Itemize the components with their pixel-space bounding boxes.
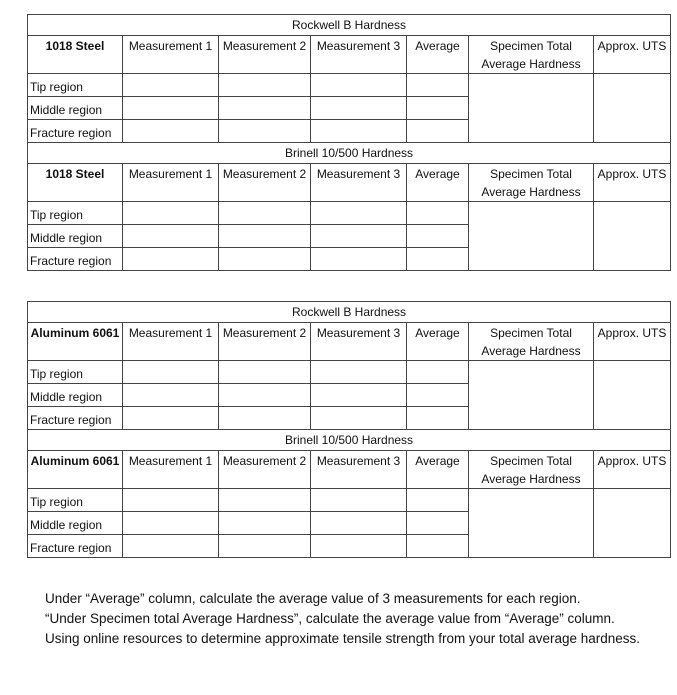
row-label-middle: Middle region [28,225,123,248]
material-label: 1018 Steel [28,164,123,202]
section-title-brinell: Brinell 10/500 Hardness [28,430,671,451]
input-cell[interactable] [407,225,469,248]
input-cell[interactable] [311,512,407,535]
instruction-average: Under “Average” column, calculate the average value of 3 measurements for each region. [45,591,581,606]
col-header-average: Average [407,323,469,361]
col-header-measurement-1: Measurement 1 [123,451,219,489]
col-header-specimen-total: Specimen Total Average Hardness [469,36,594,74]
input-cell[interactable] [219,202,311,225]
row-label-fracture: Fracture region [28,535,123,558]
section-title-brinell: Brinell 10/500 Hardness [28,143,671,164]
input-cell[interactable] [311,384,407,407]
input-cell[interactable] [311,225,407,248]
col-header-average: Average [407,36,469,74]
input-cell[interactable] [311,202,407,225]
input-cell[interactable] [311,74,407,97]
col-header-measurement-3: Measurement 3 [311,164,407,202]
material-label: 1018 Steel [28,36,123,74]
input-cell[interactable] [407,384,469,407]
input-cell[interactable] [407,120,469,143]
input-cell[interactable] [311,97,407,120]
input-cell[interactable] [219,489,311,512]
input-cell[interactable] [311,489,407,512]
col-header-uts: Approx. UTS [594,36,671,74]
col-header-specimen-total: Specimen Total Average Hardness [469,323,594,361]
input-cell-uts[interactable] [594,202,671,271]
col-header-average: Average [407,451,469,489]
instructions [45,589,645,649]
row-label-middle: Middle region [28,97,123,120]
input-cell[interactable] [123,248,219,271]
input-cell[interactable] [123,384,219,407]
input-cell[interactable] [123,74,219,97]
input-cell-uts[interactable] [594,489,671,558]
col-header-measurement-3: Measurement 3 [311,36,407,74]
input-cell[interactable] [123,535,219,558]
col-header-uts: Approx. UTS [594,323,671,361]
input-cell[interactable] [219,361,311,384]
section-title-rockwell: Rockwell B Hardness [28,15,671,36]
col-header-uts: Approx. UTS [594,164,671,202]
col-header-measurement-3: Measurement 3 [311,323,407,361]
input-cell[interactable] [219,384,311,407]
material-label: Aluminum 6061 [28,323,123,361]
row-label-fracture: Fracture region [28,248,123,271]
input-cell[interactable] [407,202,469,225]
input-cell[interactable] [407,535,469,558]
input-cell[interactable] [311,407,407,430]
input-cell[interactable] [219,407,311,430]
input-cell[interactable] [311,248,407,271]
col-header-uts: Approx. UTS [594,451,671,489]
col-header-measurement-2: Measurement 2 [219,323,311,361]
input-cell[interactable] [407,248,469,271]
input-cell-total[interactable] [469,202,594,271]
row-label-tip: Tip region [28,74,123,97]
row-label-middle: Middle region [28,384,123,407]
aluminum-hardness-table [27,301,671,558]
input-cell-uts[interactable] [594,74,671,143]
input-cell[interactable] [123,512,219,535]
col-header-measurement-1: Measurement 1 [123,36,219,74]
input-cell[interactable] [123,120,219,143]
input-cell[interactable] [123,489,219,512]
input-cell[interactable] [311,535,407,558]
input-cell-total[interactable] [469,361,594,430]
input-cell[interactable] [123,97,219,120]
row-label-tip: Tip region [28,202,123,225]
col-header-measurement-1: Measurement 1 [123,323,219,361]
row-label-fracture: Fracture region [28,407,123,430]
col-header-specimen-total: Specimen Total Average Hardness [469,451,594,489]
input-cell[interactable] [311,120,407,143]
instruction-specimen-total: “Under Specimen total Average Hardness”, calculate the average value from “Average” column. [45,611,615,626]
col-header-measurement-3: Measurement 3 [311,451,407,489]
input-cell[interactable] [219,74,311,97]
input-cell[interactable] [407,97,469,120]
col-header-specimen-total: Specimen Total Average Hardness [469,164,594,202]
instruction-uts: Using online resources to determine approximate tensile strength from your total average hardness. [45,631,641,646]
input-cell[interactable] [407,407,469,430]
row-label-fracture: Fracture region [28,120,123,143]
input-cell-total[interactable] [469,74,594,143]
col-header-measurement-2: Measurement 2 [219,451,311,489]
col-header-measurement-2: Measurement 2 [219,36,311,74]
input-cell[interactable] [123,202,219,225]
input-cell[interactable] [123,361,219,384]
input-cell[interactable] [219,248,311,271]
input-cell[interactable] [123,225,219,248]
input-cell-total[interactable] [469,489,594,558]
col-header-measurement-1: Measurement 1 [123,164,219,202]
section-title-rockwell: Rockwell B Hardness [28,302,671,323]
input-cell[interactable] [407,489,469,512]
input-cell[interactable] [407,512,469,535]
input-cell[interactable] [311,361,407,384]
input-cell-uts[interactable] [594,361,671,430]
input-cell[interactable] [219,535,311,558]
input-cell[interactable] [219,512,311,535]
input-cell[interactable] [407,74,469,97]
col-header-measurement-2: Measurement 2 [219,164,311,202]
input-cell[interactable] [219,120,311,143]
input-cell[interactable] [219,97,311,120]
row-label-tip: Tip region [28,489,123,512]
row-label-middle: Middle region [28,512,123,535]
steel-hardness-table [27,14,671,271]
input-cell[interactable] [407,361,469,384]
material-label: Aluminum 6061 [28,451,123,489]
input-cell[interactable] [123,407,219,430]
row-label-tip: Tip region [28,361,123,384]
col-header-average: Average [407,164,469,202]
input-cell[interactable] [219,225,311,248]
